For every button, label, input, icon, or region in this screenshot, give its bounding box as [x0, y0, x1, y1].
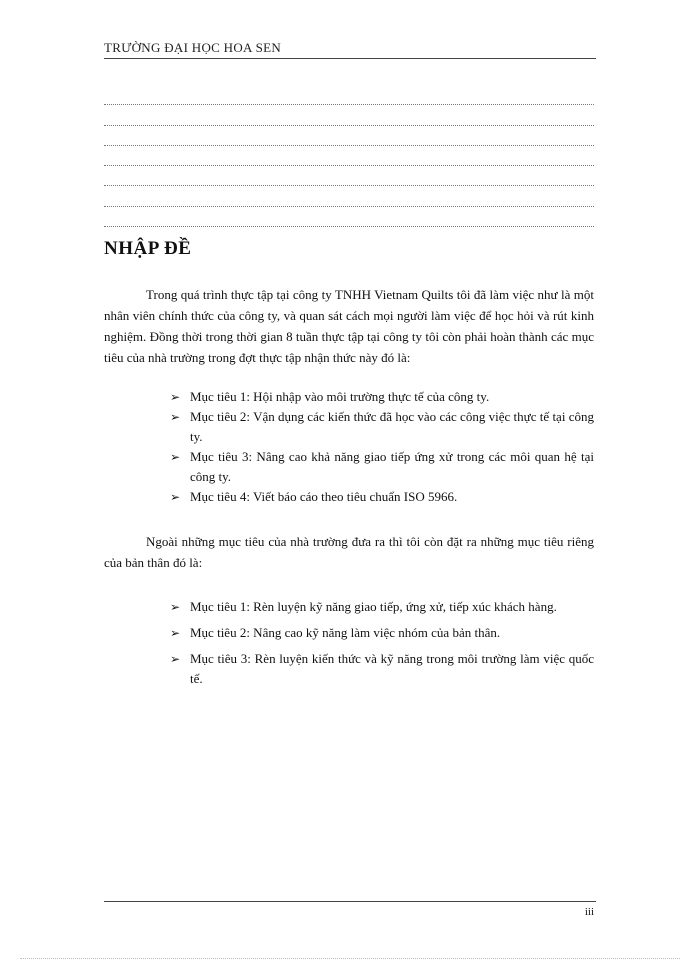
personal-paragraph — [104, 531, 594, 573]
list-item: ➢ Mục tiêu 2: Vận dụng các kiến thức đã học vào các công việc thực tế tại công ty. — [170, 409, 594, 444]
footer-divider — [104, 901, 596, 902]
list-item: ➢ Mục tiêu 1: Rèn luyện kỹ năng giao tiếp, ứng xử, tiếp xúc khách hàng. — [170, 597, 594, 617]
arrowhead-bullet-icon: ➢ — [170, 600, 181, 614]
list-item: ➢ Mục tiêu 2: Nâng cao kỹ năng làm việc nhóm của bản thân. — [170, 623, 594, 643]
arrowhead-bullet-icon: ➢ — [170, 450, 181, 464]
list-item: ➢ Mục tiêu 1: Hội nhập vào môi trường thực tế của công ty. — [170, 387, 594, 407]
dotted-line — [104, 85, 594, 105]
dotted-fill-lines — [104, 85, 594, 227]
list-item: ➢ Mục tiêu 3: Nâng cao khả năng giao tiếp ứng xử trong các môi quan hệ tại công ty. — [170, 449, 594, 484]
section-heading: NHẬP ĐỀ — [104, 238, 192, 259]
page-number: iii — [584, 906, 594, 918]
arrowhead-bullet-icon: ➢ — [170, 490, 181, 504]
arrowhead-bullet-icon: ➢ — [170, 390, 181, 404]
list-item: ➢ Mục tiêu 3: Rèn luyện kiến thức và kỹ năng trong môi trường làm việc quốc tế. — [170, 651, 594, 686]
dotted-line — [104, 146, 594, 166]
personal-paragraph-text: Ngoài những mục tiêu của nhà trường đưa ra thì tôi còn đặt ra những mục tiêu riêng của bản thân đó là: — [104, 534, 594, 570]
intro-paragraph — [104, 284, 594, 368]
list-item: ➢ Mục tiêu 4: Viết báo cáo theo tiêu chuẩn ISO 5966. — [170, 487, 594, 507]
page-header: TRƯỜNG ĐẠI HỌC HOA SEN — [104, 40, 282, 55]
intro-paragraph-text: Trong quá trình thực tập tại công ty TNHH Vietnam Quilts tôi đã làm việc như là một nhân viên chính thức của công ty, và quan sát cách mọi người làm việc để học hỏi và rút kinh nghiệm. Đồng thời trong thời gian 8 tuần thực tập tại công ty tôi còn phải hoàn thành các mục tiêu của nhà trường trong đợt thực tập nhận thức này đó là: — [104, 287, 594, 365]
header-divider — [104, 58, 596, 59]
dotted-line — [104, 207, 594, 227]
personal-goals-list — [170, 597, 594, 689]
dotted-line — [104, 126, 594, 146]
arrowhead-bullet-icon: ➢ — [170, 626, 181, 640]
arrowhead-bullet-icon: ➢ — [170, 652, 181, 666]
dotted-line — [104, 186, 594, 206]
page-bottom-edge — [20, 958, 680, 959]
school-goals-list — [170, 387, 594, 507]
dotted-line — [104, 105, 594, 125]
dotted-line — [104, 166, 594, 186]
arrowhead-bullet-icon: ➢ — [170, 410, 181, 424]
